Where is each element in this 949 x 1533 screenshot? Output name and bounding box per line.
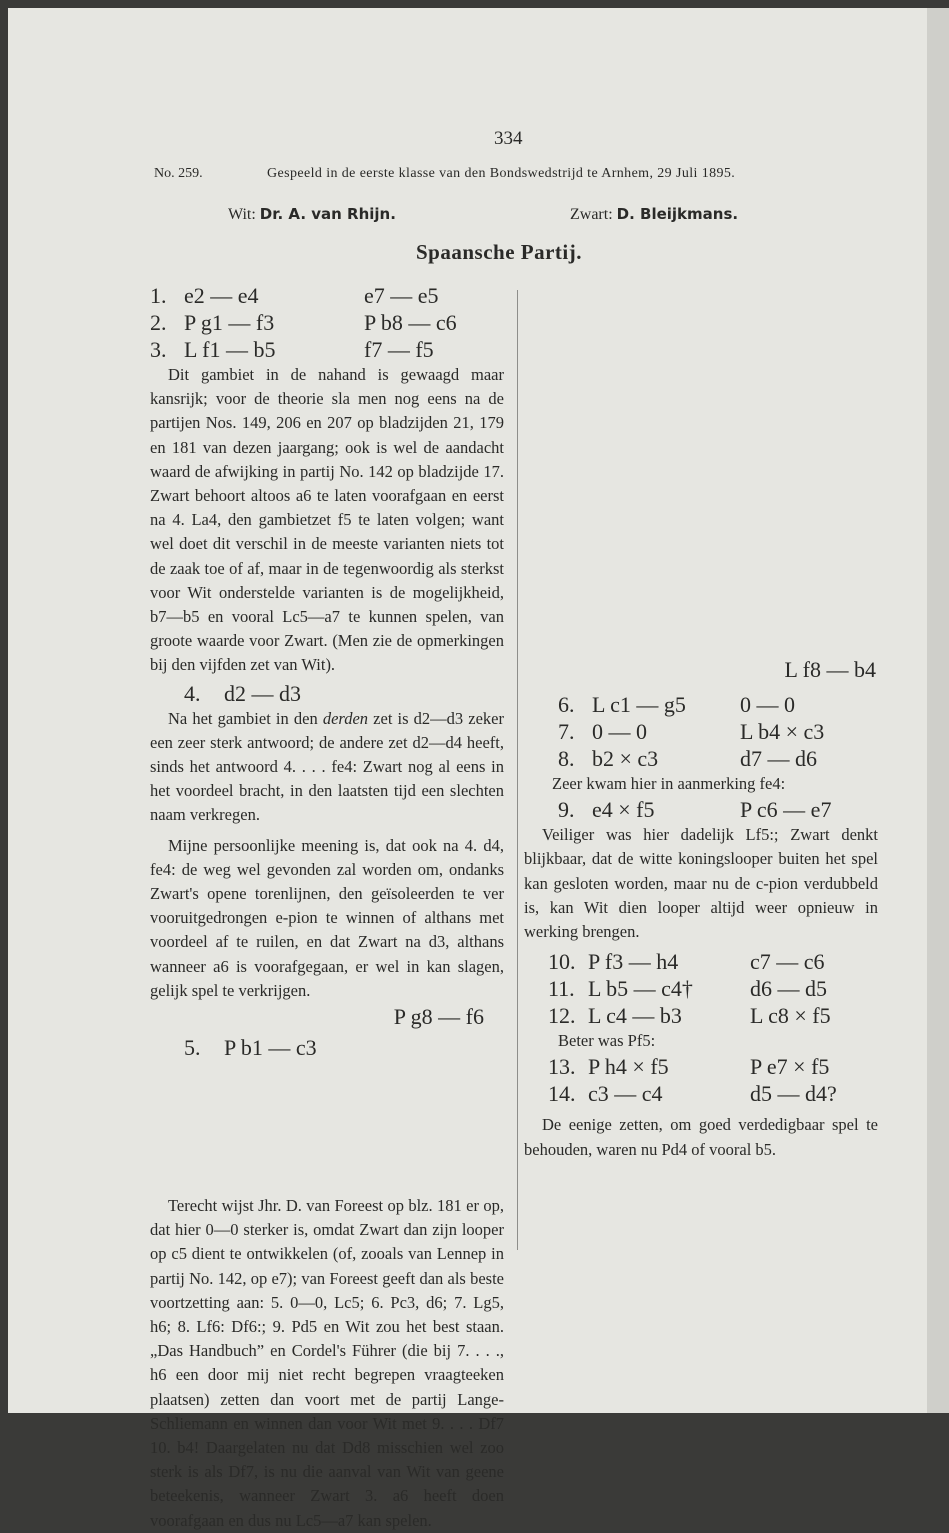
note-paragraph: Terecht wijst Jhr. D. van Foreest op blz. 181 er op, dat hier 0—0 sterker is, omdat Zwart dan zijn looper op c5 dient te ontwikkelen (of, zooals van Lennep in partij No. 142, op e7); van Foreest geeft dan als beste voortzetting aan: 5. 0—0, Lc5; 6. Pc3, d6; 7. Lg5, h6; 8. Lf6: Df6:; 9. Pd5 en Wit zou het best staan. „Das Handbuch” en Cordel's Führer (die bij 7. . . ., h6 een door mij niet recht begrepen vraagteeken plaatsen) zetten dan voort met de partij Lange-Schliemann en winnen dan voor Wit met 9. . . . Df7 10. b4! Daargelaten nu dat Dd8 misschien wel zoo sterk is als Df7, is nu die aanval van Wit van geene beteekenis, wanneer Zwart 3. a6 heeft doen voorafgaan en dus nu Lc5—a7 kan spelen. [150,1196,504,1530]
move-row: 11. L b5 — c4† d6 — d5 [548,976,827,1002]
note-continuation [524,270,878,656]
white-label: Wit: [228,206,256,223]
game-number: No. 259. [154,166,203,181]
note-paragraph: Mijne persoonlijke meening is, dat ook na 4. d4, fe4: de weg wel gevonden zal worden om, ondanks Zwart's opene torenlijnen, den geïsoleerden te ver vooruitgedrongen e-pion te winnen of althans met voordeel af te ruilen, en dat Zwart na d3, althans wanneer a6 is voorafgegaan, er wel in kan slagen, gelijk spel te verkrijgen. [150,835,504,1000]
move-row: 13. P h4 × f5 P e7 × f5 [548,1054,830,1080]
note-paragraph: Na het gambiet in den derden zet is d2—d3 zeker een zeer sterk antwoord; de andere zet d2—d4 heeft, sinds het antwoord 4. . . . fe4: Zwart nog al eens in het voordeel bracht, in den laatsten tijd een slechten naam verkregen. [150,708,504,825]
page-edge [927,8,949,1413]
black-label: Zwart: [570,206,613,223]
black-name: D. Bleijkmans. [616,205,739,223]
move-row: 8. b2 × c3 d7 — d6 [558,746,817,771]
column-divider [517,290,518,1250]
move-row: 6. L c1 — g5 0 — 0 [558,692,795,717]
note-paragraph: Zeer kwam hier in aanmerking fe4: [552,774,786,793]
move-row: 3. L f1 — b5 f7 — f5 [150,337,434,362]
white-player [228,205,396,224]
left-column [150,282,504,1061]
move-row: 2. P g1 — f3 P b8 — c6 [150,310,457,335]
left-column-tail [150,1194,504,1530]
note-paragraph: Veiliger was hier dadelijk Lf5:; Zwart denkt blijkbaar, dat de witte koningslooper buiten het spel kan gesloten worden, maar nu de c-pion verdubbeld is, kan Wit dien looper altijd weer opnieuw in werking brengen. [524,825,878,942]
move-row: P g8 — f6 [393,1004,484,1030]
page-number: 334 [494,128,523,149]
note-paragraph: De eenige zetten, om goed verdedigbaar spel te behouden, waren nu Pd4 of vooral b5. [524,1115,878,1159]
move-row: 7. 0 — 0 L b4 × c3 [558,719,825,744]
game-description: Gespeeld in de eerste klasse van den Bondswedstrijd te Arnhem, 29 Juli 1895. [267,166,736,181]
move-row: 12. L c4 — b3 L c8 × f5 [548,1003,831,1029]
move-row: 10. P f3 — h4 c7 — c6 [548,949,825,975]
move-row: 9. e4 × f5 P c6 — e7 [558,797,832,823]
move-row: 14. c3 — c4 d5 — d4? [548,1081,837,1107]
book-page [8,8,927,1530]
note-paragraph: Beter was Pf5: [558,1031,656,1051]
white-name: Dr. A. van Rhijn. [259,205,396,223]
opening-title: Spaansche Partij. [416,240,582,264]
right-column [524,270,878,1162]
note-paragraph: Dit gambiet in de nahand is gewaagd maar kansrijk; voor de theorie sla men nog eens na de partijen Nos. 149, 206 en 207 op bladzijden 21, 179 en 181 van dezen jaargang; ook is wel de aandacht waard de afwijking in partij No. 142 op bladzijde 17. Zwart behoort altoos a6 te laten voorafgaan en eerst na 4. La4, den gambietzet f5 te laten volgen; want wel doet dit verschil in de meeste varianten niets tot de zaak toe of af, maar in de tegenwoordig als sterkst voor Wit onderstelde varianten is de mogelijkheid, b7—b5 en vooral Lc5—a7 te kunnen spelen, van groote waarde voor Zwart. (Men zie de opmerkingen bij den vijfden zet van Wit). [150,365,504,675]
move-row: L f8 — b4 [784,657,876,682]
black-player [570,205,738,224]
move-row: 5. P b1 — c3 [184,1035,317,1061]
move-row: 1. e2 — e4 e7 — e5 [150,283,439,308]
move-row: 4. d2 — d3 [184,680,301,706]
